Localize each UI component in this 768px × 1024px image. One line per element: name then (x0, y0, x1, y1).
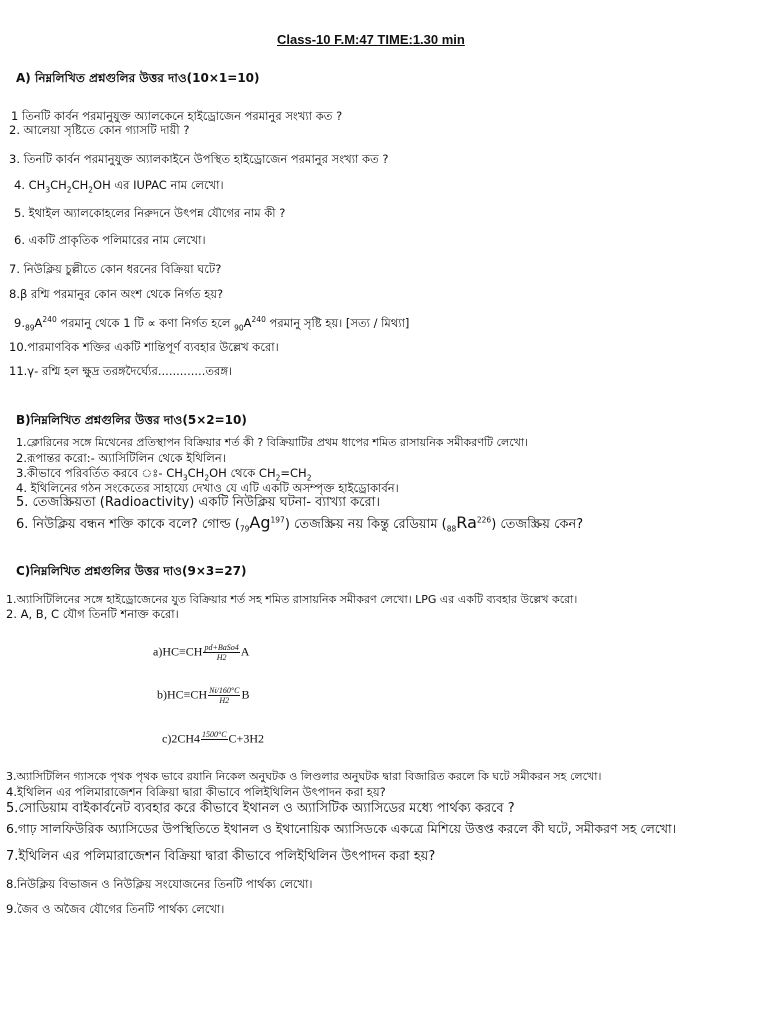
question-c9: 9.জৈব ও অজৈব যৌগের তিনটি পার্থক্য লেখো। (6, 902, 225, 916)
question-c1: 1.অ্যাসিটিলিনের সঙ্গে হাইড্রোজেনের যুত বিক্রিয়ার শর্ত সহ শমিত রাসায়নিক সমীকরণ লেখো। LPG এর একটি ব্যবহার উল্লেখ করো। (6, 593, 578, 606)
equation-c: c)2CH4 1500°C C+3H2 (162, 730, 264, 746)
question-a1: 1 তিনটি কার্বন পরমানুযুক্ত অ্যালকেনে হাইড্রোজেন পরমানুর সংখ্যা কত ? (11, 109, 343, 123)
section-a-heading: A) নিম্নলিখিত প্রশ্নগুলির উত্তর দাও(10×1=10) (16, 71, 260, 85)
equation-b: b)HC≡CH $\frac{Ni/160^\circ C}{H2}$ B (157, 686, 250, 705)
question-a3: 3. তিনটি কার্বন পরমানুযুক্ত অ্যালকাইনে উপস্থিত হাইড্রোজেন পরমানুর সংখ্যা কত ? (9, 152, 389, 166)
question-a6: 6. একটি প্রাকৃতিক পলিমারের নাম লেখো। (14, 233, 206, 247)
question-b4: 4. ইথিলিনের গঠন সংকেতের সাহায্যে দেখাও যে এটি একটি অসম্পৃক্ত হাইড্রোকার্বন। (16, 481, 399, 495)
equation-a: a)HC≡CH $\frac{\text{pd+BaSo4}}{H2}$ A (153, 643, 250, 662)
question-b2: 2.রূপান্তর করো:- অ্যাসিটিলিন থেকে ইথিলিন। (16, 451, 226, 465)
question-a9: $9._{89}A^{240}$ পরমানু থেকে 1 টি ∝ কণা নির্গত হলে $_{90}A^{240}$ পরমানু সৃষ্টি হয়। [সত্য / মিথ্যা] (14, 315, 410, 333)
question-c4: 4.ইথিলিন এর পলিমারাজেশন বিক্রিয়া দ্বারা কীভাবে পলিইথিলিন উৎপাদন করা হয়? (6, 785, 386, 799)
question-c3: 3.অ্যাসিটিলিন গ্যাসকে পৃথক পৃথক ভাবে রযানি নিকেল অনুঘটক ও লিণ্ডলার অনুঘটক দ্বারা বিজারিত করলে কি ঘটে সমীকরন সহ লেখো। (6, 770, 602, 783)
question-b5: 5. তেজস্ক্রিয়তা (Radioactivity) একটি নিউক্লিয় ঘটনা- ব্যাখ্যা করো। (16, 495, 381, 510)
question-a11: 11.γ- রশ্মি হল ক্ষুদ্র তরঙ্গদৈর্ঘ্যের.............তরঙ্গ। (9, 364, 233, 378)
section-b-heading: B)নিম্নলিখিত প্রশ্নগুলির উত্তর দাও(5×2=10) (16, 413, 247, 427)
page-title: Class-10 F.M:47 TIME:1.30 min (277, 32, 465, 47)
question-a4: 4. $CH_3CH_2CH_2OH$ এর IUPAC নাম লেখো। (14, 178, 224, 195)
question-c2: 2. A, B, C যৌগ তিনটি শনাক্ত করো। (6, 607, 179, 621)
question-c5: 5.সোডিয়াম বাইকার্বনেট ব্যবহার করে কীভাবে ইথানল ও অ্যাসিটিক অ্যাসিডের মধ্যে পার্থক্য করবে ? (6, 801, 515, 816)
question-b1: 1.ক্লোরিনের সঙ্গে মিথেনের প্রতিস্থাপন বিক্রিয়ার শর্ত কী ? বিক্রিয়াটির প্রথম ধাপের শমিত রাসায়নিক সমীকরণটি লেখো। (16, 436, 528, 449)
question-a7: 7. নিউক্লিয় চুল্লীতে কোন ধরনের বিক্রিয়া ঘটে? (9, 262, 222, 276)
question-a2: 2. আলেয়া সৃষ্টিতে কোন গ্যাসটি দায়ী ? (9, 123, 190, 137)
question-a5: 5. ইথাইল অ্যালকোহলের নিরুদনে উৎপন্ন যৌগের নাম কী ? (14, 206, 286, 220)
section-c-heading: C)নিম্নলিখিত প্রশ্নগুলির উত্তর দাও(9×3=27) (16, 564, 247, 578)
question-b3: 3.কীভাবে পরিবর্তিত করবে ঃ- $CH_3CH_2OH$ থেকে $CH_2=CH_2$ (16, 466, 312, 483)
question-a8: 8.β রশ্মি পরমানুর কোন অংশ থেকে নির্গত হয়? (9, 287, 224, 301)
question-c6: 6.গাঢ় সালফিউরিক অ্যাসিডের উপস্থিতিতে ইথানল ও ইথানোয়িক অ্যাসিডকে একত্রে মিশিয়ে উত্তপ্ত করলে কী ঘটে, সমীকরণ সহ লেখো। (6, 821, 677, 836)
question-b6: 6. নিউক্লিয় বন্ধন শক্তি কাকে বলে? গোল্ড $(_{79}Ag^{197})$ তেজস্ক্রিয় নয় কিন্তু রেডিয়াম $(_{88}Ra^{226})$ তেজস্ক্রিয় কেন? (16, 513, 584, 534)
question-c7: 7.ইথিলিন এর পলিমারাজেশন বিক্রিয়া দ্বারা কীভাবে পলিইথিলিন উৎপাদন করা হয়? (6, 849, 436, 864)
question-a10: 10.পারমাণবিক শক্তির একটি শান্তিপূর্ণ ব্যবহার উল্লেখ করো। (9, 340, 279, 354)
question-c8: 8.নিউক্লিয় বিভাজন ও নিউক্লিয় সংযোজনের তিনটি পার্থক্য লেখো। (6, 877, 313, 891)
